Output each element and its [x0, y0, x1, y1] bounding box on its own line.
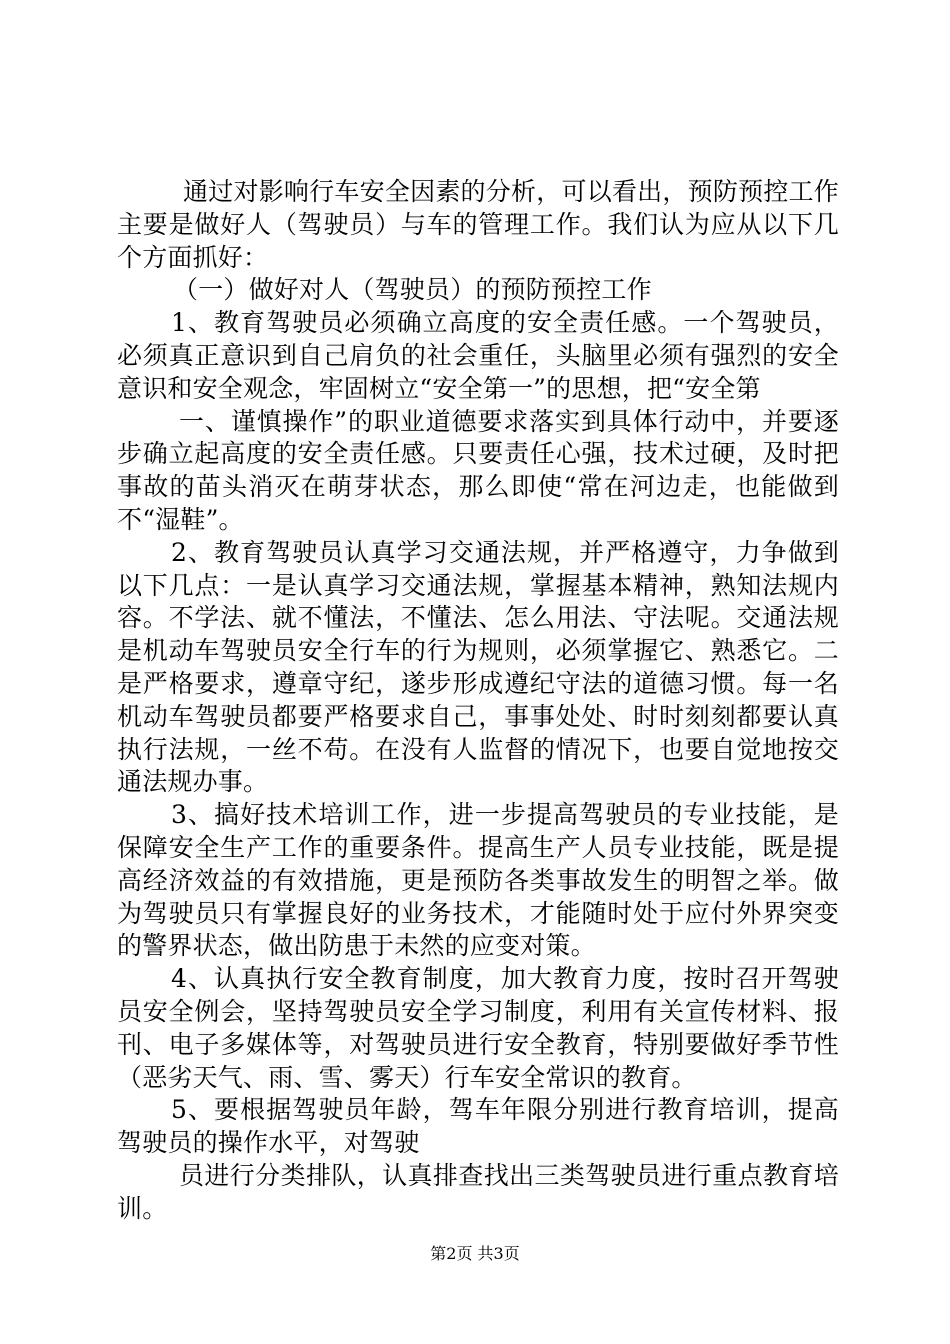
list-item-1-continued: 一、谨慎操作”的职业道德要求落实到具体行动中，并要逐步确立起高度的安全责任感。只要责任心强，技术过硬，及时把事故的苗头消灭在萌芽状态，那么即使“常在河边走，也能做到不“湿鞋”。 [117, 406, 839, 534]
list-item-2: 2、教育驾驶员认真学习交通法规，并严格遵守，力争做到以下几点：一是认真学习交通法规，掌握基本精神，熟知法规内容。不学法、就不懂法，不懂法、怎么用法、守法呢。交通法规是机动车驾驶员安全行车的行为规则，必须掌握它、熟悉它。二是严格要求，遵章守纪，遂步形成遵纪守法的道德习惯。每一名机动车驾驶员都要严格要求自己，事事处处、时时刻刻都要认真执行法规，一丝不苟。在没有人监督的情况下，也要自觉地按交通法规办事。 [117, 537, 839, 797]
list-item-1: 1、教育驾驶员必须确立高度的安全责任感。一个驾驶员，必须真正意识到自己肩负的社会重任，头脑里必须有强烈的安全意识和安全观念，牢固树立“安全第一”的思想，把“安全第 [117, 308, 839, 403]
list-item-5: 5、要根据驾驶员年龄，驾车年限分别进行教育培训，提高驾驶员的操作水平，对驾驶 [117, 1095, 839, 1158]
page-number-footer: 第2页 共3页 [430, 1244, 520, 1263]
list-item-4: 4、认真执行安全教育制度，加大教育力度，按时召开驾驶员安全例会，坚持驾驶员安全学习制度，利用有关宣传材料、报刊、电子多媒体等，对驾驶员进行安全教育，特别要做好季节性（恶劣天气、雨、雪、雾天）行车安全常识的教育。 [117, 964, 839, 1092]
intro-paragraph: 通过对影响行车安全因素的分析，可以看出，预防预控工作主要是做好人（驾驶员）与车的管理工作。我们认为应从以下几个方面抓好： [117, 177, 839, 272]
document-body [117, 176, 839, 1226]
list-item-3: 3、搞好技术培训工作，进一步提高驾驶员的专业技能，是保障安全生产工作的重要条件。提高生产人员专业技能，既是提高经济效益的有效措施，更是预防各类事故发生的明智之举。做为驾驶员只有掌握良好的业务技术，才能随时处于应付外界突变的警界状态，做出防患于未然的应变对策。 [117, 800, 839, 961]
list-item-5-continued: 员进行分类排队，认真排查找出三类驾驶员进行重点教育培训。 [117, 1160, 839, 1223]
section-heading: （一）做好对人（驾驶员）的预防预控工作 [173, 275, 652, 305]
